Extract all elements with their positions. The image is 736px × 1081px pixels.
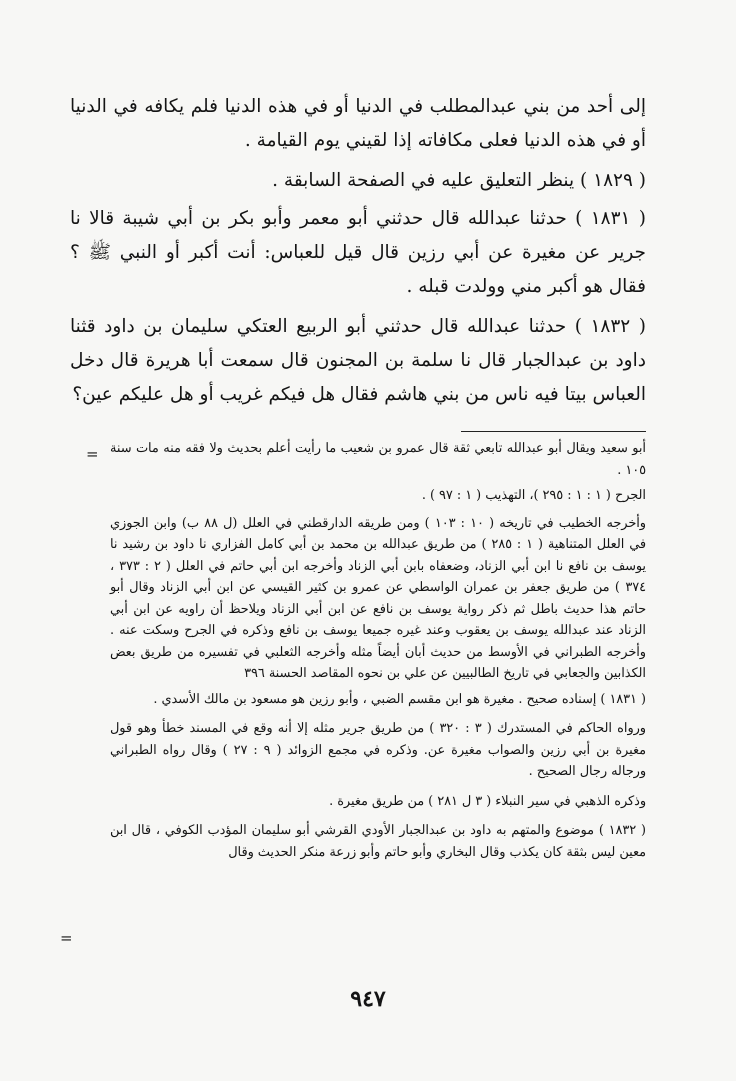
- footnote-separator: [461, 431, 646, 432]
- footnote-4: ( ١٨٣١ ) إسناده صحيح . مغيرة هو ابن مقسم الضبي ، وأبو رزين هو مسعود بن مالك الأسدي .: [153, 691, 646, 707]
- footnote-6: وذكره الذهبي في سير النبلاء ( ٣ ل ٢٨١ ) من طريق مغيرة .: [329, 793, 646, 809]
- footnotes: [110, 438, 646, 869]
- footnote-2: الجرح ( ١ : ١ : ٢٩٥ )، التهذيب ( ١ : ٩٧ ) .: [421, 488, 646, 503]
- page-number: ٩٤٧: [350, 986, 386, 1012]
- main-paragraph-1: إلى أحد من بني عبدالمطلب في الدنيا أو في هذه الدنيا فلم يكافه في الدنيا أو في هذه الدنيا فعلى مكافاته إذا لقيني يوم القيامة .: [70, 96, 646, 151]
- continuation-mark-top: =: [86, 445, 99, 463]
- main-paragraph-hadith-1831: ( ١٨٣١ ) حدثنا عبدالله قال حدثني أبو معمر وأبو بكر بن أبي شيبة قالا نا جرير عن مغيرة عن أبي رزين قال قيل للعباس: أنت أكبر أو النبي ﷺ ؟ فقال هو أكبر مني وولدت قبله .: [70, 208, 646, 297]
- footnote-3: وأخرجه الخطيب في تاريخه ( ١٠ : ١٠٣ ) ومن طريقه الدارقطني في العلل (ل ٨٨ ب) وابن الجوزي في العلل المتناهية ( ١ : ٢٨٥ ) من طريق عبدالله بن محمد بن أبي كامل الفزاري نا داود بن رشيد نا يوسف بن نافع نا ابن أبي الزناد، وضعفاه بابن أبي الزناد وأخرجه ابن أبي حاتم في العلل ( ٢ : ٣٧٣ ، ٣٧٤ ) من طريق جعفر بن عمران الواسطي عن عمرو بن كثير القيسي عن ابن أبي الزناد وقال أبو حاتم هذا حديث باطل ثم ذكر رواية يوسف بن نافع عن ابن أبي الزناد ويلاحظ أن راويه عن ابن أبي الزناد عند عبدالله يوسف بن يعقوب وعند غيره جميعا يوسف بن نافع وذكره في الجرح وسكت عنه . وأخرجه الطبراني في الأوسط من حديث أبان أيضاً مثله وأخرجه الثعلبي في تفسيره من طريق بعض الكذابين والجعابي في تاريخ الطالبيين عن علي بن نحوه المقاصد الحسنة ٣٩٦: [110, 515, 646, 681]
- footnote-1: أبو سعيد ويقال أبو عبدالله تابعي ثقة قال عمرو بن شعيب ما رأيت أعلم بحديث ولا فقه منه مات سنة ١٠٥ .: [110, 441, 646, 478]
- continuation-mark-bottom: =: [60, 929, 73, 947]
- footnote-7: ( ١٨٣٢ ) موضوع والمتهم به داود بن عبدالجبار الأودي القرشي أبو سليمان المؤدب الكوفي ، قال ابن معين ليس بثقة كان يكذب وقال البخاري وأبو حاتم وأبو زرعة منكر الحديث وقال: [110, 823, 646, 860]
- main-paragraph-hadith-1832: ( ١٨٣٢ ) حدثنا عبدالله قال حدثني أبو الربيع العتكي سليمان بن داود قثنا داود بن عبدالجبار قال نا سلمة بن المجنون قال سمعت أبا هريرة قال دخل العباس بيتا فيه ناس من بني هاشم فقال هل فيكم غريب أو هل عليكم عين؟: [70, 316, 646, 405]
- main-paragraph-hadith-1829: ( ١٨٢٩ ) ينظر التعليق عليه في الصفحة السابقة .: [272, 170, 646, 191]
- footnote-5: ورواه الحاكم في المستدرك ( ٣ : ٣٢٠ ) من طريق جرير مثله إلا أنه وقع في المسند خطأ وهو قول مغيرة بن أبي رزين والصواب مغيرة عن. وذكره في مجمع الزوائد ( ٩ : ٢٧ ) وقال رواه الطبراني ورجاله رجال الصحيح .: [110, 721, 646, 779]
- main-text: [70, 90, 646, 418]
